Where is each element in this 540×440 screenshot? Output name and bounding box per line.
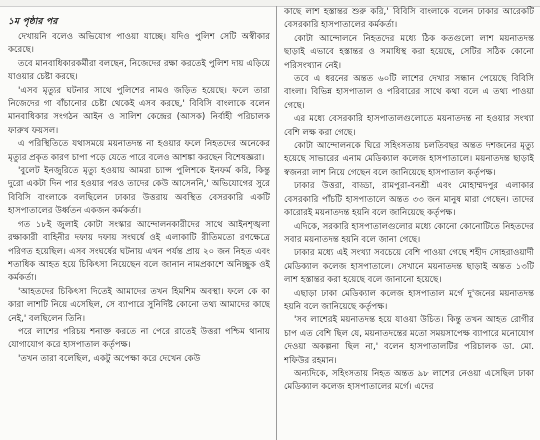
article-paragraph: দেখায়নি বলেও অভিযোগ পাওয়া যাচ্ছে। যদিও পুলিশ সেটি অস্বীকার করেছে। bbox=[8, 32, 270, 56]
article-column-right bbox=[284, 6, 534, 440]
article-paragraph: 'তখন তারা বলেছিল, একটু অপেক্ষা করে দেখেন কেউ bbox=[18, 353, 201, 364]
article-paragraph: কোটা আন্দোলনে নিহতদের মধ্যে ঠিক কতগুলো লাশ ময়নাতদন্ত ছাড়াই এভাবে হস্তান্তর ও সমাধিস্থ করা হয়েছে, সেটির সঠিক কোনো পরিসংখ্যান নেই। bbox=[284, 33, 534, 71]
article-column-left bbox=[8, 6, 270, 440]
article-paragraph: কাছে লাশ হস্তান্তর শুরু করি,' বিবিসি বাংলাকে বলেন ঢাকার আরেকটি বেসরকারি হাসপাতালের কর্মকর্তা। bbox=[284, 7, 534, 31]
continued-from-page-label: ১ম পৃষ্ঠার পর bbox=[8, 17, 58, 27]
article-paragraph: ঢাকার মধ্যে এই সংখ্যা সবচেয়ে বেশি পাওয়া গেছে শহীদ সোহরাওয়ার্দী মেডিক্যাল কলেজ হাসপাতালে। সেখানে ময়নাতদন্ত ছাড়াই অন্তত ১৩টি লাশ হস্তান্তর করা হয়েছে বলে জানানো হয়েছে। bbox=[284, 248, 534, 286]
article-paragraph: এ পরিস্থিতিতে যথাসময়ে ময়নাতদন্ত না হওয়ার ফলে নিহতদের অনেকের মৃত্যুর প্রকৃত কারণ চাপা পড়ে যেতে পারে বলেও আশঙ্কা করছেন বিশেষজ্ঞরা। bbox=[8, 139, 270, 163]
article-paragraph: তবে মানবাধিকারকর্মীরা বলছেন, নিজেদের রক্ষা করতেই পুলিশ দায় এড়িয়ে যাওয়ার চেষ্টা করছে। bbox=[8, 58, 270, 83]
article-paragraph: 'এসব মৃত্যুর ঘটনার সাথে পুলিশের নামও জড়িত হয়েছে। ফলে তারা নিজেদের গা বাঁচানোর চেষ্টা থেকেই এসব করছে,' বিবিসি বাংলাকে বলেন মানবাধিকার সংগঠন আইন ও সালিশ কেন্দ্রের (আসক) নির্বাহী পরিচালক ফারুখ ফয়সল। bbox=[8, 85, 270, 136]
article-paragraph: গত ১৮ই জুলাই কোটা সংস্কার আন্দোলনকারীদের সাথে আইনশৃঙ্খলা রক্ষাকারী বাহিনীর দফায় দফায় সংঘর্ষে ওই এলাকাটি রীতিমতো রণক্ষেত্রে পরিণত হয়েছিল। এসব সংঘর্ষের ঘটনায় এখন পর্যন্ত প্রায় ২০ জন নিহত এবং শতাধিক আহত হয়ে চিকিৎসা নিয়েছেন বলে জানান নামপ্রকাশে অনিচ্ছুক ওই কর্মকর্তা। bbox=[8, 219, 270, 284]
article-paragraph: এছাড়া ঢাকা মেডিক্যাল কলেজ হাসপাতাল মর্গে দু'জনের ময়নাতদন্ত হয়নি বলে জানিয়েছে কর্তৃপক্ষ। bbox=[284, 288, 534, 312]
article-paragraph: কোটা আন্দোলনকে ঘিরে সহিংসতায় চলতিবছর অন্তত দশজনের মৃত্যু হয়েছে সাভারের এনাম মেডিক্যাল কলেজ হাসপাতালে। ময়নাতদন্ত ছাড়াই স্বজনরা লাশ নিয়ে গেছেন বলে জানিয়েছে হাসপাতাল কর্তৃপক্ষ। bbox=[284, 141, 534, 178]
column-divider bbox=[276, 6, 277, 440]
article-paragraph: এদিকে, সরকারি হাসপাতালগুলোর মধ্যে কোনো কোনোটিতে নিহতদের সবার ময়নাতদন্ত হয়নি বলে জানা গেছে। bbox=[284, 221, 534, 245]
article-paragraph: অন্যদিকে, সহিংসতায় নিহত অন্তত ৯৮ লাশের নেওয়া এসেছিল ঢাকা মেডিক্যাল কলেজ হাসপাতালের মর্গে। এদের bbox=[284, 368, 534, 393]
article-paragraph: 'আহতদের চিকিৎসা দিতেই আমাদের তখন হিমশিম অবস্থা। ফলে কে কা কারা লাশটি নিয়ে এসেছিল, সে ব্যাপারে সুনির্দিষ্ট কোনো তথ্য আমাদের কাছে নেই,' বলছিলেন তিনি। bbox=[8, 286, 270, 324]
article-paragraph: 'বুলেট ইনজুরিতে মৃত্যু হওয়ায় আমরা চ্যান্স পুলিশকে ইনফর্ম করি, কিন্তু দুরো একটা দিন পার হওয়ার পরও তাদের কেউ আসেননি,' অভিযোগের সুরে বিবিসি বাংলাকে বলছিলেন ঢাকার উত্তরায় অবস্থিত বেসরকারি একটি হাসপাতালের উর্ধ্বতন একজন কর্মকর্তা। bbox=[8, 166, 270, 217]
article-paragraph: ঢাকার উত্তরা, বাড্ডা, রামপুরা-বনশ্রী এবং মোহাম্মদপুর এলাকার বেসরকারি পাঁচটি হাসপাতালে অন্তত ৩৩ জন মানুষ মারা গেছেন। তাদের কারোরই ময়নাতদন্ত হয়নি বলে জানিয়েছে কর্তৃপক্ষ। bbox=[284, 181, 534, 219]
article-paragraph: 'সব লাশেরই ময়নাতদন্ত হয়ে যাওয়া উচিত। কিন্তু তখন আহত রোগীর চাপ এত বেশি ছিল যে, ময়নাতদন্তের মতো সময়সাপেক্ষ ব্যাপারে মনোযোগ দেওয়া অকল্পনা ছিল না,' বলেন হাসপাতালটির পরিচালক ডা. মো. শফিউর রহমান। bbox=[284, 315, 534, 366]
article-paragraph: পরে লাশের পরিচয় শনাক্ত করতে না পেরে রাতেই উত্তরা পশ্চিম থানায় যোগাযোগ করে হাসপাতাল কর্তৃপক্ষ। bbox=[8, 326, 270, 351]
article-paragraph: তবে এ ধরনের অন্তত ৬০টি লাশের দেখার সন্ধান পেয়েছে বিবিসি বাংলা। বিভিন্ন হাসপাতাল ও পরিবারের সাথে কথা বলে এ তথ্য পাওয়া গেছে। bbox=[284, 74, 534, 111]
article-paragraph: এর মধ্যে বেসরকারি হাসপাতালগুলোতে ময়নাতদন্ত না হওয়ার সংখ্যা বেশি লক্ষ করা গেছে। bbox=[284, 114, 534, 138]
